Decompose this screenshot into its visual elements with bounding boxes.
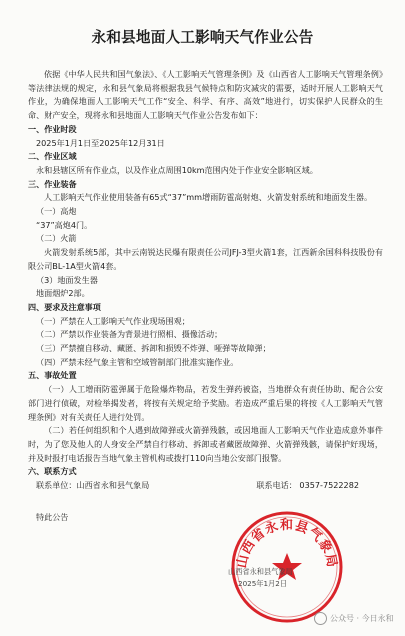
section-4-item: （一）严禁在人工影响天气作业现场围观；	[36, 315, 190, 326]
section-3-sub-a-text: “37”高炮4门。	[36, 219, 93, 230]
section-5-para-1: （一）人工增雨防雹弹属于危险爆炸物品，若发生弹药被盗，当地群众有责任协助、配合公安部门进行侦破，对检举揭发者，将按有关规定给予奖励。若造成严重后果的将按《人工影响天气管理条例》对有关责任人进行处罚。	[28, 384, 383, 422]
section-5-heading: 五、事故处置	[28, 370, 77, 381]
section-2-text: 永和县辖区所有作业点，以及作业点周围10km范围内处于作业安全影响区域。	[36, 164, 318, 175]
section-1-text: 2025年1月1日至2025年12月31日	[36, 137, 165, 148]
section-2-heading: 二、作业区域	[28, 151, 77, 162]
section-6-heading: 六、联系方式	[28, 466, 77, 477]
watermark-text: 公众号 · 今日永和	[330, 614, 394, 623]
page-title: 永和县地面人工影响天气作业公告	[91, 29, 314, 46]
section-3-sub-b-text: 火箭发射系统5部，其中云南锐达民爆有限责任公司JFJ-3型火箭1套，江西新余国科科技股份有限公司BL-1A型火箭4套。	[28, 247, 383, 271]
wechat-icon	[314, 612, 327, 625]
contact-phone: 联系电话： 0357-7522282	[256, 480, 359, 491]
section-3-heading: 三、作业装备	[28, 178, 77, 189]
section-4-item: （四）严禁未经气象主管和空域管制部门批准实施作业。	[36, 356, 239, 367]
signature-org: 山西省永和县气象局	[228, 567, 293, 576]
section-4-item: （二）严禁以作业装备为背景进行照相、摄像活动；	[36, 329, 223, 340]
seal-text: 山西省永和县气象局	[234, 517, 340, 570]
contact-unit: 联系单位：山西省永和县气象局	[36, 480, 150, 491]
closing-notice: 特此公告	[36, 511, 69, 522]
signature-date: 2025年1月2日	[238, 579, 288, 588]
section-4-heading: 四、要求及注意事项	[28, 301, 101, 312]
section-5-para-2: （二）若任何组织和个人遇到故障弹或火箭弹残骸，或因地面人工影响天气作业造成意外事件时，为了您及他人的人身安全严禁自行移动、拆卸或者藏匿故障弹、火箭弹残骸，请保护好现场，并及时报打电话报告当地气象主管机构或拨打110向当地公安部门报警。	[28, 425, 383, 463]
section-3-text: 人工影响天气作业使用装备有65式“37”mm增雨防雹高射炮、火箭发射系统和地面发生器。	[44, 192, 373, 203]
section-3-sub-c: （3）地面发生器	[36, 274, 98, 285]
section-3-sub-a: （一）高炮	[36, 206, 77, 217]
document-body	[28, 68, 383, 533]
signature-block	[228, 566, 348, 590]
section-3-sub-b: （二）火箭	[36, 233, 77, 244]
watermark	[314, 612, 394, 625]
section-4-item: （三）严禁擅自移动、藏匿、拆卸和损毁不炸弹、哑弹等故障弹；	[36, 343, 271, 354]
section-1-heading: 一、作业时段	[28, 123, 77, 134]
section-3-sub-c-text: 地面烟炉2部。	[36, 288, 90, 299]
contact-row	[28, 479, 383, 493]
intro-paragraph: 依据《中华人民共和国气象法》、《人工影响天气管理条例》及《山西省人工影响天气管理条例》等法律法规的规定，永和县气象局将根据我县气候特点和防灾减灾的需要，适时开展人工影响天气作业，为确保地面人工影响天气工作“安全、科学、有序、高效”地进行，切实保护人民群众的生命、财产安全，现将永和县地面人工影响天气作业公告发布如下：	[28, 69, 383, 121]
